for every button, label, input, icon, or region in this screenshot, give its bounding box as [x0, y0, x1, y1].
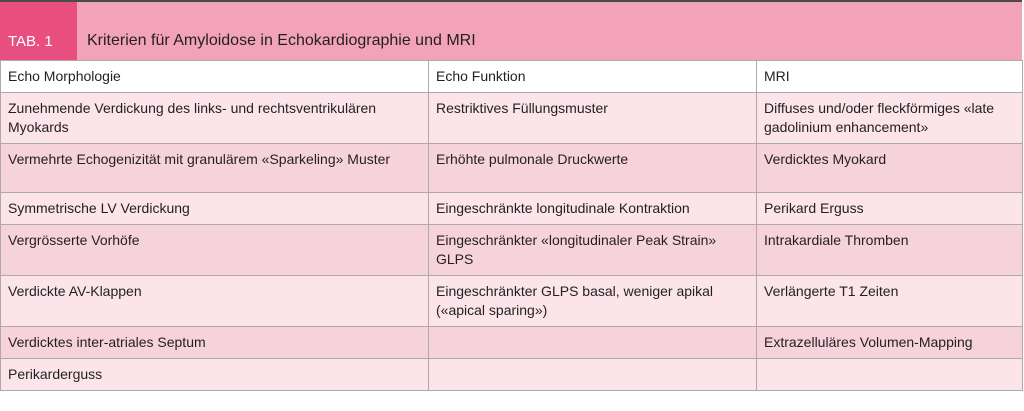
table-row [1, 144, 1023, 193]
table-cell: Erhöhte pulmonale Druckwerte [429, 144, 757, 193]
table-cell [757, 359, 1023, 391]
table-row [1, 193, 1023, 225]
column-header-echo-function: Echo Funktion [429, 61, 757, 93]
table-cell: Perikard Erguss [757, 193, 1023, 225]
table-row [1, 359, 1023, 391]
table-cell: Eingeschränkte longitudinale Kontraktion [429, 193, 757, 225]
table-cell: Perikarderguss [1, 359, 429, 391]
table-cell: Vermehrte Echogenizität mit granulärem «Sparkeling» Muster [1, 144, 429, 193]
table-cell: Zunehmende Verdickung des links- und rechtsventrikulären Myokards [1, 93, 429, 144]
criteria-grid [0, 60, 1023, 391]
column-header-echo-morphology: Echo Morphologie [1, 61, 429, 93]
table-title: Kriterien für Amyloidose in Echokardiographie und MRI [87, 32, 476, 49]
table-cell: Symmetrische LV Verdickung [1, 193, 429, 225]
table-cell: Verdicktes inter-atriales Septum [1, 327, 429, 359]
table-cell: Vergrösserte Vorhöfe [1, 225, 429, 276]
table-row [1, 276, 1023, 327]
table-cell [429, 327, 757, 359]
table-number: TAB. 1 [0, 2, 77, 60]
table-cell: Verlängerte T1 Zeiten [757, 276, 1023, 327]
table-cell: Intrakardiale Thromben [757, 225, 1023, 276]
table-cell: Diffuses und/oder fleckförmiges «late gadolinium enhancement» [757, 93, 1023, 144]
table-cell: Eingeschränkter «longitudinaler Peak Strain» GLPS [429, 225, 757, 276]
table-row [1, 225, 1023, 276]
table-cell: Restriktives Füllungsmuster [429, 93, 757, 144]
table-row [1, 93, 1023, 144]
table-cell: Verdickte AV-Klappen [1, 276, 429, 327]
column-header-mri: MRI [757, 61, 1023, 93]
table-cell: Extrazelluläres Volumen-Mapping [757, 327, 1023, 359]
table-title-bar [0, 0, 1022, 60]
header-row [1, 61, 1023, 93]
table-cell [429, 359, 757, 391]
table-cell: Eingeschränkter GLPS basal, weniger apikal («apical sparing») [429, 276, 757, 327]
table-row [1, 327, 1023, 359]
table-cell: Verdicktes Myokard [757, 144, 1023, 193]
